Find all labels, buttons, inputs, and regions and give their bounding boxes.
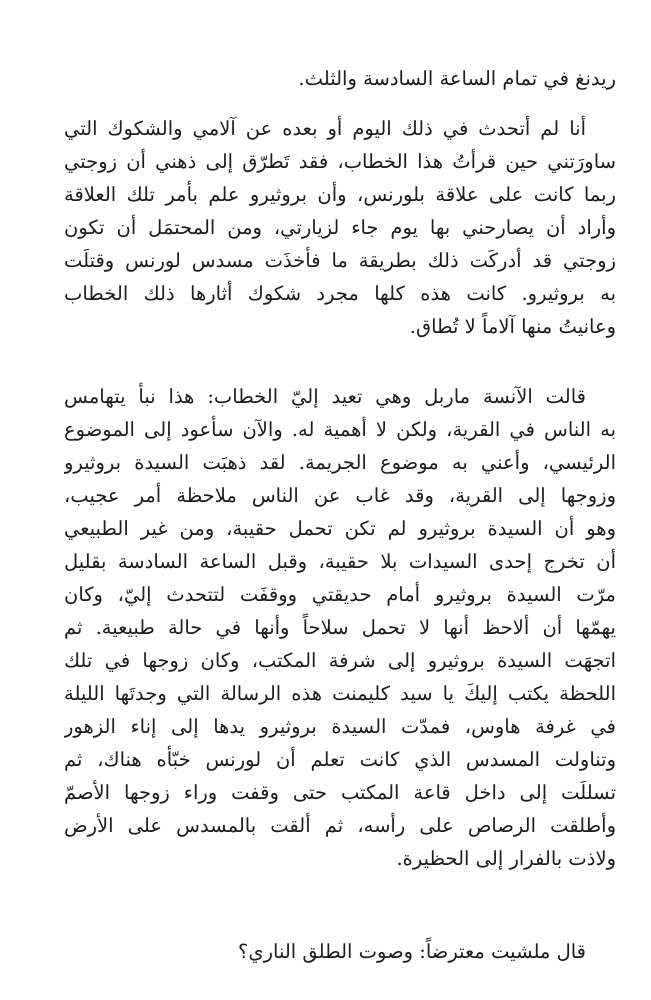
text-line: أن تخرج إحدى السيدات بلا حقيبة، وقبل الساعة السادسة بقليل — [64, 550, 616, 573]
text-line: تسللَت إلى داخل قاعة المكتب حتى وقفت وراء زوجها الأصمّ — [64, 781, 616, 804]
text-line: يهمّها أن ألاحظ أنها لا تحمل سلاحاً وأنها في حالة طبيعية. ثم — [64, 616, 616, 639]
text-line: الرئيسي، وأعني به موضوع الجريمة. لقد ذهبَت السيدة بروثيرو — [64, 451, 616, 474]
paragraph-1 — [64, 62, 616, 95]
paragraph-2 — [64, 112, 616, 343]
text-line: وأراد أن يصارحني بها يوم جاء لزيارتي، ومن المحتمَل أن تكون — [64, 216, 616, 239]
text-line: وأطلقت الرصاص على رأسه، ثم ألقت بالمسدس على الأرض — [64, 814, 616, 837]
text-line: به بروثيرو. كانت هذه كلها مجرد شكوك أثارها ذلك الخطاب — [64, 282, 616, 305]
text-line: قالت الآنسة ماربل وهي تعيد إليّ الخطاب: هذا نبأ يتهامس — [64, 385, 586, 408]
paragraph-4 — [64, 935, 616, 968]
text-line: في غرفة هاوس، فمدّت السيدة بروثيرو يدها إلى إناء الزهور — [64, 715, 616, 738]
text-line: اللحظة يكتب إليكَ يا سيد كليمنت هذه الرسالة التي وجدتَها الليلة — [64, 682, 616, 705]
text-line: قال ملشيت معترضاً: وصوت الطلق الناري؟ — [237, 940, 586, 963]
text-line: به الناس في القرية، ولكن لا أهمية له. والآن سأعود إلى الموضوع — [64, 418, 616, 441]
text-line: وتناولت المسدس الذي كانت تعلم أن لورنس خبّأه هناك، ثم — [64, 748, 616, 771]
paragraph-3 — [64, 380, 616, 875]
text-line: ساورَتني حين قرأتُ هذا الخطاب، فقد تَطرّق إلى ذهني أن زوجتي — [64, 150, 616, 173]
text-line: مرّت السيدة بروثيرو أمام حديقتي ووقفَت لتتحدث إليّ، وكان — [64, 583, 616, 606]
text-line: ولاذت بالفرار إلى الحظيرة. — [396, 847, 616, 870]
text-line: زوجتي قد أدركَت ذلك بطريقة ما فأخذَت مسدس لورنس وقتلَت — [64, 249, 616, 272]
text-line: وزوجها إلى القرية، وقد غاب عن الناس ملاحظة أمر عجيب، — [64, 484, 616, 507]
text-line: اتجهَت السيدة بروثيرو إلى شرفة المكتب، وكان زوجها في تلك — [64, 649, 616, 672]
text-line: أنا لم أتحدث في ذلك اليوم أو بعده عن آلامي والشكوك التي — [64, 117, 586, 140]
text-line: ربما كانت على علاقة بلورنس، وأن بروثيرو علم بأمر تلك العلاقة — [64, 183, 616, 206]
text-line: وهو أن السيدة بروثيرو لم تكن تحمل حقيبة، ومن غير الطبيعي — [64, 517, 616, 540]
text-line: وعانيتُ منها آلاماً لا تُطاق. — [409, 315, 616, 338]
text-line: ريدنغ في تمام الساعة السادسة والثلث. — [298, 67, 616, 90]
